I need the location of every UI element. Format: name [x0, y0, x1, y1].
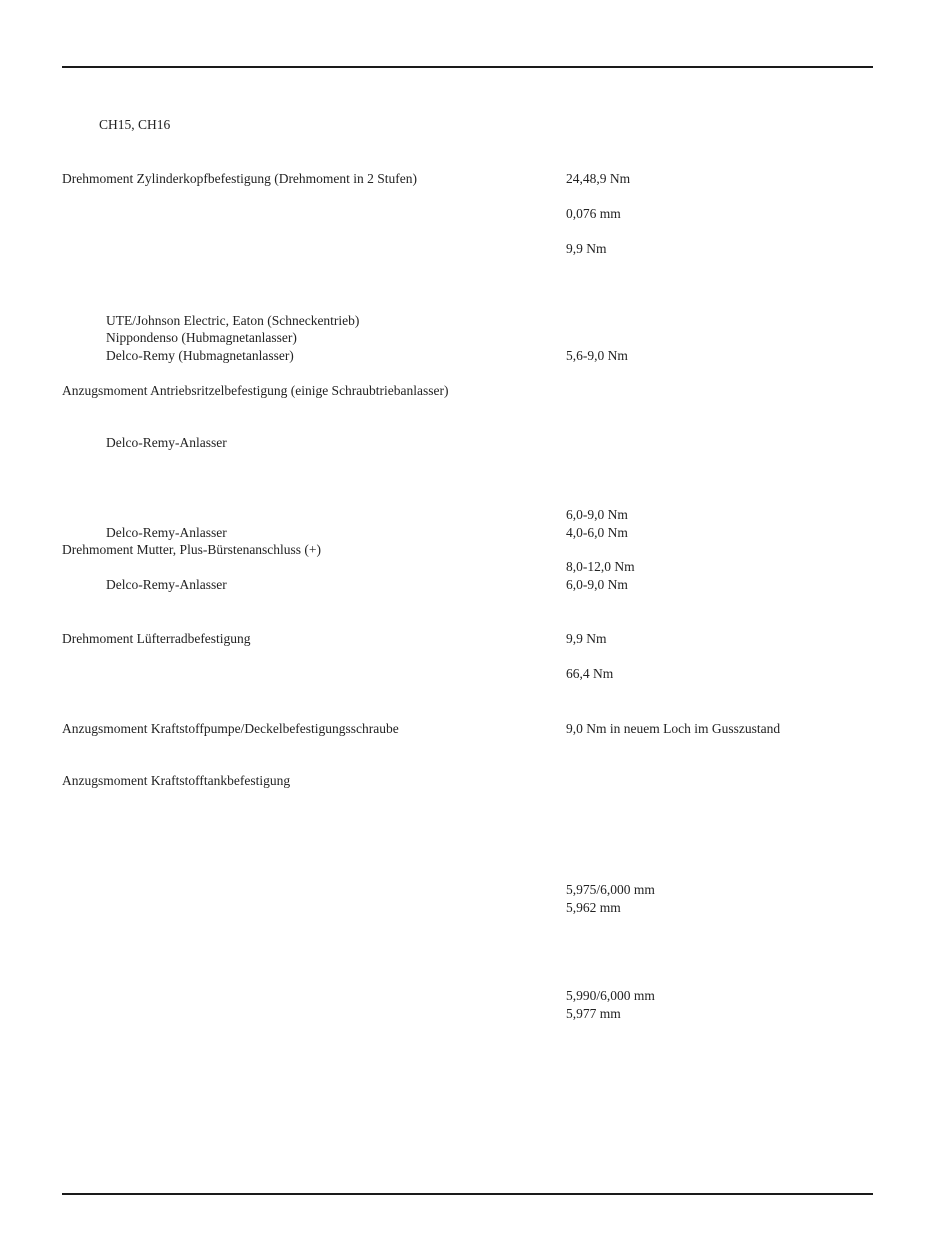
starter-type-nippondenso: Nippondenso (Hubmagnetanlasser)	[106, 330, 297, 345]
starter-delco-value: 5,6-9,0 Nm	[566, 348, 628, 363]
spec-value: 5,977 mm	[566, 1006, 621, 1021]
spec-value: 9,9 Nm	[566, 241, 607, 256]
fuel-tank-torque-label: Anzugsmoment Kraftstofftankbefestigung	[62, 773, 291, 788]
spec-value: 5,962 mm	[566, 900, 621, 915]
spec-value: 66,4 Nm	[566, 666, 614, 681]
spec-value: 5,990/6,000 mm	[566, 988, 655, 1003]
brush-nut-torque-label: Drehmoment Mutter, Plus-Bürstenanschluss (+)	[62, 542, 322, 557]
spec-value: 0,076 mm	[566, 206, 621, 221]
fuel-pump-torque-label: Anzugsmoment Kraftstoffpumpe/Deckelbefestigungsschraube	[62, 721, 399, 736]
top-rule	[62, 66, 873, 68]
spec-value: 4,0-6,0 Nm	[566, 525, 628, 540]
model-heading: CH15, CH16	[99, 117, 171, 132]
spec-value: 6,0-9,0 Nm	[566, 507, 628, 522]
pinion-torque-label: Anzugsmoment Antriebsritzelbefestigung (einige Schraubtriebanlasser)	[62, 383, 449, 398]
cylinder-head-torque-value: 24,48,9 Nm	[566, 171, 631, 186]
bottom-rule	[62, 1193, 873, 1195]
fuel-pump-torque-value: 9,0 Nm in neuem Loch im Gusszustand	[566, 721, 781, 736]
delco-remy-starter-label: Delco-Remy-Anlasser	[106, 435, 227, 450]
spec-value: 6,0-9,0 Nm	[566, 577, 628, 592]
cylinder-head-torque-label: Drehmoment Zylinderkopfbefestigung (Drehmoment in 2 Stufen)	[62, 171, 418, 186]
fan-torque-label: Drehmoment Lüfterradbefestigung	[62, 631, 251, 646]
delco-remy-starter-label: Delco-Remy-Anlasser	[106, 525, 227, 540]
starter-type-delco: Delco-Remy (Hubmagnetanlasser)	[106, 348, 294, 363]
starter-type-ute: UTE/Johnson Electric, Eaton (Schneckentrieb)	[106, 313, 360, 328]
spec-value: 8,0-12,0 Nm	[566, 559, 635, 574]
fan-torque-value: 9,9 Nm	[566, 631, 607, 646]
delco-remy-starter-label: Delco-Remy-Anlasser	[106, 577, 227, 592]
spec-value: 5,975/6,000 mm	[566, 882, 655, 897]
